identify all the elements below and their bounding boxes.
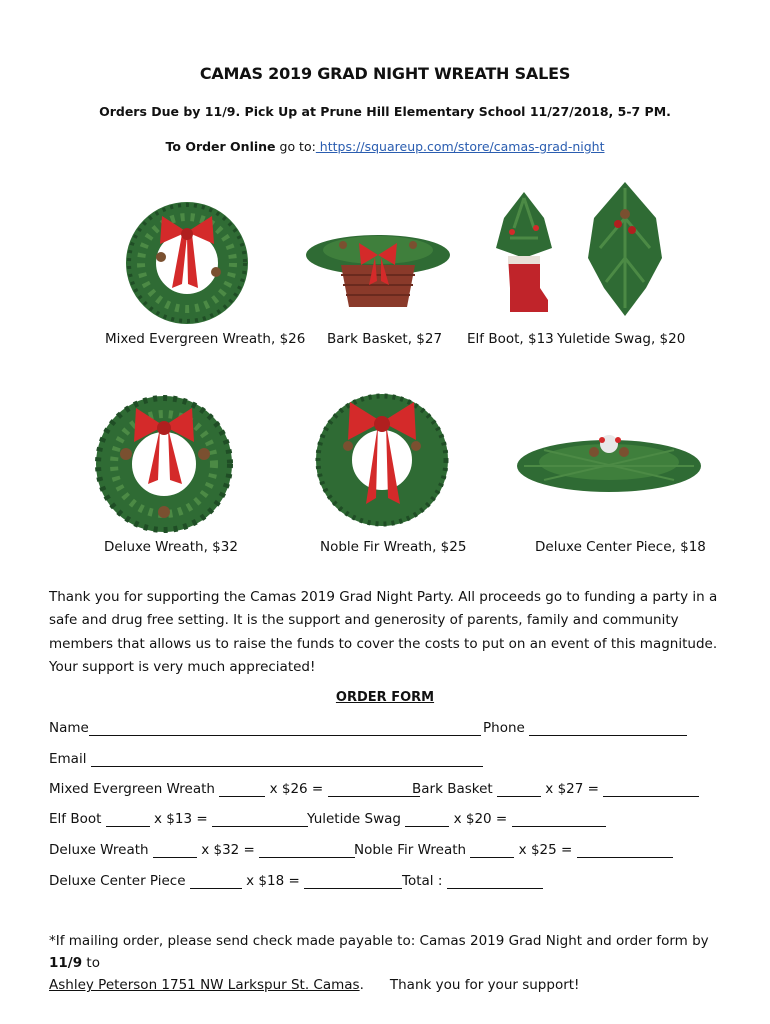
noble-fir-caption: Noble Fir Wreath, $25	[320, 539, 467, 555]
mixed-total-field[interactable]	[328, 782, 420, 797]
noble-total-field[interactable]	[577, 843, 673, 858]
bark-total-field[interactable]	[603, 782, 699, 797]
order-form-title: ORDER FORM	[335, 690, 435, 705]
elf-qty-field[interactable]	[106, 812, 150, 827]
center-total-field[interactable]	[304, 874, 402, 889]
elf-order-price: x $13 =	[154, 811, 208, 827]
yuletide-order-label: Yuletide Swag	[307, 811, 401, 827]
yuletide-total-field[interactable]	[512, 812, 606, 827]
mixed-order-price: x $26 =	[269, 781, 324, 797]
yuletide-qty-field[interactable]	[405, 812, 449, 827]
deluxe-order-row	[49, 842, 355, 858]
yuletide-order-row	[307, 811, 606, 827]
deluxe-wreath-caption: Deluxe Wreath, $32	[104, 539, 238, 555]
noble-order-price: x $25 =	[518, 842, 573, 858]
elf-boot-image	[490, 188, 558, 318]
name-label: Name	[49, 720, 89, 736]
noble-qty-field[interactable]	[470, 843, 514, 858]
mixed-order-label: Mixed Evergreen Wreath	[49, 781, 215, 797]
center-order-price: x $18 =	[246, 873, 300, 889]
mailing-text: *If mailing order, please send check made payable to: Camas 2019 Grad Night and order form by	[49, 933, 709, 949]
mailing-instructions	[49, 930, 739, 996]
order-online-text: go to:	[275, 139, 316, 154]
page-title: CAMAS 2019 GRAD NIGHT WREATH SALES	[199, 64, 571, 83]
noble-order-label: Noble Fir Wreath	[354, 842, 467, 858]
total-row	[402, 873, 543, 889]
mailing-date: 11/9	[49, 955, 83, 971]
mailing-address: Ashley Peterson 1751 NW Larkspur St. Camas	[49, 977, 360, 993]
phone-row	[483, 720, 687, 736]
deluxe-order-label: Deluxe Wreath	[49, 842, 149, 858]
phone-field[interactable]	[529, 721, 687, 736]
total-field[interactable]	[447, 874, 543, 889]
orders-due-text: Orders Due by 11/9. Pick Up at Prune Hill Elementary School 11/27/2018, 5-7 PM.	[99, 104, 671, 119]
noble-fir-wreath-image	[312, 388, 452, 528]
center-qty-field[interactable]	[190, 874, 242, 889]
center-piece-caption: Deluxe Center Piece, $18	[535, 539, 706, 555]
mixed-qty-field[interactable]	[219, 782, 265, 797]
bark-basket-image	[303, 215, 453, 315]
order-online-label: To Order Online	[165, 139, 276, 154]
deluxe-qty-field[interactable]	[153, 843, 197, 858]
address-period: .	[359, 977, 364, 993]
bark-order-row	[412, 781, 699, 797]
email-label: Email	[49, 751, 87, 767]
bark-order-label: Bark Basket	[412, 781, 493, 797]
center-order-label: Deluxe Center Piece	[49, 873, 186, 889]
email-row	[49, 751, 483, 767]
bark-qty-field[interactable]	[497, 782, 541, 797]
mixed-evergreen-wreath-image	[126, 202, 248, 324]
deluxe-order-price: x $32 =	[201, 842, 255, 858]
bark-order-price: x $27 =	[545, 781, 599, 797]
name-field[interactable]	[89, 721, 481, 736]
mixed-evergreen-caption: Mixed Evergreen Wreath, $26	[105, 331, 306, 347]
phone-label: Phone	[483, 720, 525, 736]
center-order-row	[49, 873, 402, 889]
deluxe-total-field[interactable]	[259, 843, 355, 858]
total-label: Total :	[402, 873, 443, 889]
bark-basket-caption: Bark Basket, $27	[327, 331, 443, 347]
yuletide-order-price: x $20 =	[453, 811, 508, 827]
elf-order-row	[49, 811, 308, 827]
elf-total-field[interactable]	[212, 812, 308, 827]
yuletide-swag-caption: Yuletide Swag, $20	[557, 331, 686, 347]
deluxe-center-piece-image	[514, 420, 704, 500]
name-row	[49, 720, 481, 736]
thanks-text: Thank you for your support!	[389, 977, 580, 993]
thank-you-message: Thank you for supporting the Camas 2019 Grad Night Party. All proceeds go to funding a party in a safe and drug free setting. It is the support and generosity of parents, family and community members that allows us to raise the funds to cover the costs to put on an event of this magnitude. Your support is very much appreciated!	[49, 589, 718, 675]
email-field[interactable]	[91, 752, 483, 767]
elf-order-label: Elf Boot	[49, 811, 102, 827]
noble-order-row	[354, 842, 673, 858]
mixed-order-row	[49, 781, 420, 797]
yuletide-swag-image	[582, 178, 668, 320]
elf-boot-caption: Elf Boot, $13	[467, 331, 554, 347]
deluxe-wreath-image	[90, 388, 238, 536]
mailing-to: to	[82, 955, 100, 971]
store-link[interactable]: https://squareup.com/store/camas-grad-night	[315, 139, 605, 154]
order-online-line	[0, 139, 770, 154]
